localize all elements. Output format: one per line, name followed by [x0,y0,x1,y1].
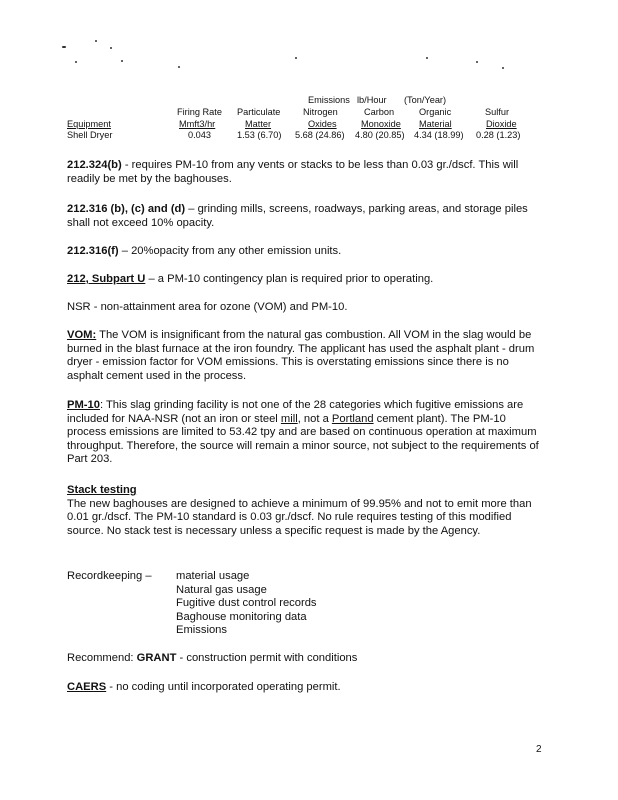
header-sulfur-line1: Sulfur [485,107,510,117]
rule-text: - requires PM-10 from any vents or stacks to be less than 0.03 gr./dscf. This will readily be met by the baghouses. [67,159,519,185]
paragraph-212-316f [67,245,545,259]
header-firing-rate-line1: Firing Rate [177,107,222,117]
header-carbon: Monoxide [361,118,401,129]
rule-text: The VOM is insignificant from the natural gas combustion. All VOM in the slag would be burned in the blast furnace at the iron foundry. The applicant has used the asphalt plant - drum dryer - emission factor for VOM emissions. This is overstating emissions since there is no asphalt cement used in the process. [67,329,535,382]
table-header-line2 [67,119,537,131]
header-particulate-line1: Particulate [237,107,281,117]
cell-organic: 4.34 (18.99) [414,130,464,140]
header-sulfur: Dioxide [486,118,517,129]
table-header-line1 [67,107,537,119]
recommend-prefix: Recommend: [67,652,137,664]
paragraph-caers [67,681,545,695]
header-carbon-line1: Carbon [364,107,395,117]
list-item: Natural gas usage [176,583,267,596]
header-organic: Material [419,118,452,129]
emissions-group-header [67,95,537,107]
recommend-action: GRANT [136,652,177,664]
scan-speck [502,67,504,69]
list-item: Emissions [176,624,227,637]
paragraph-recommend [67,652,545,666]
rule-ref: 212.324(b) [67,159,122,171]
scan-speck [476,61,478,63]
scan-speck [121,60,123,62]
scan-speck [426,57,428,59]
page-number: 2 [536,744,542,755]
header-organic-line1: Organic [419,107,452,117]
emissions-table [67,95,537,142]
rule-text: : This slag grinding facility is not one of the 28 categories which fugitive emissions are included for NAA-NSR (not an iron or steel [67,399,524,425]
scan-speck [110,47,112,49]
recordkeeping-label: Recordkeeping – [67,570,152,582]
scan-speck [95,40,97,42]
header-nitrogen: Oxides [308,118,337,129]
emissions-group-title: Emissions [308,95,350,105]
cell-equipment: Shell Dryer [67,130,113,140]
header-nitrogen-line1: Nitrogen [303,107,338,117]
scan-speck [178,66,180,68]
recommend-text: - construction permit with conditions [176,652,358,664]
rule-text: , not a [297,412,332,425]
emissions-unit-alt: (Ton/Year) [404,95,447,105]
list-item: Baghouse monitoring data [176,610,307,623]
rule-text: – 20%opacity from any other emission units. [118,245,342,257]
scan-speck [75,61,77,63]
table-row [67,130,537,142]
list-item: material usage [176,570,250,582]
section-heading: Stack testing [67,484,137,496]
rule-ref: VOM: [67,329,97,341]
scan-speck [295,57,297,59]
rule-ref: 212.316 (b), (c) and (d) [67,203,186,215]
header-firing-rate: Mmft3/hr [179,118,216,129]
underlined-term: mill [280,412,298,425]
paragraph-vom [67,329,545,383]
cell-firing-rate: 0.043 [188,130,211,140]
scan-speck [62,46,66,48]
cell-particulate: 1.53 (6.70) [237,130,282,140]
cell-sulfur: 0.28 (1.23) [476,130,521,140]
paragraph-212-324b [67,159,545,186]
rule-ref: PM-10 [67,399,100,411]
paragraph-pm10 [67,399,545,467]
rule-text: - no coding until incorporated operating permit. [106,681,341,693]
cell-carbon: 4.80 (20.85) [355,130,405,140]
list-item: Fugitive dust control records [176,597,317,610]
rule-text: cement plant). The PM-10 process emissions are limited to 53.42 tpy and are based on continuous operation at maximum throughput. Therefore, the source will remain a minor source, not subject to the requirements of Part 203. [67,412,539,466]
rule-ref: CAERS [67,681,107,693]
rule-text: – grinding mills, screens, roadways, parking areas, and storage piles shall not exceed 10% opacity. [67,203,528,229]
rule-ref: 212.316(f) [67,245,119,257]
rule-ref: 212, Subpart U [67,273,146,285]
paragraph-212-316bcd [67,203,545,230]
emissions-unit: lb/Hour [357,95,387,105]
rule-text: – a PM-10 contingency plan is required prior to operating. [145,273,434,285]
recordkeeping-list [176,570,317,638]
header-particulate: Matter [245,118,272,129]
paragraph-stack-testing [67,484,545,538]
cell-nitrogen: 5.68 (24.86) [295,130,345,140]
nsr-text: NSR - non-attainment area for ozone (VOM) and PM-10. [67,301,348,313]
header-equipment: Equipment [67,118,111,129]
underlined-term: Portland [331,412,374,425]
paragraph-nsr [67,301,545,315]
section-text: The new baghouses are designed to achieve a minimum of 99.95% and not to emit more than 0.01 gr./dscf. The PM-10 standard is 0.03 gr./dscf. No rule requires testing of this modified source. No stack test is necessary unless a specific request is made by the Agency. [67,497,532,537]
paragraph-subpart-u [67,273,545,287]
